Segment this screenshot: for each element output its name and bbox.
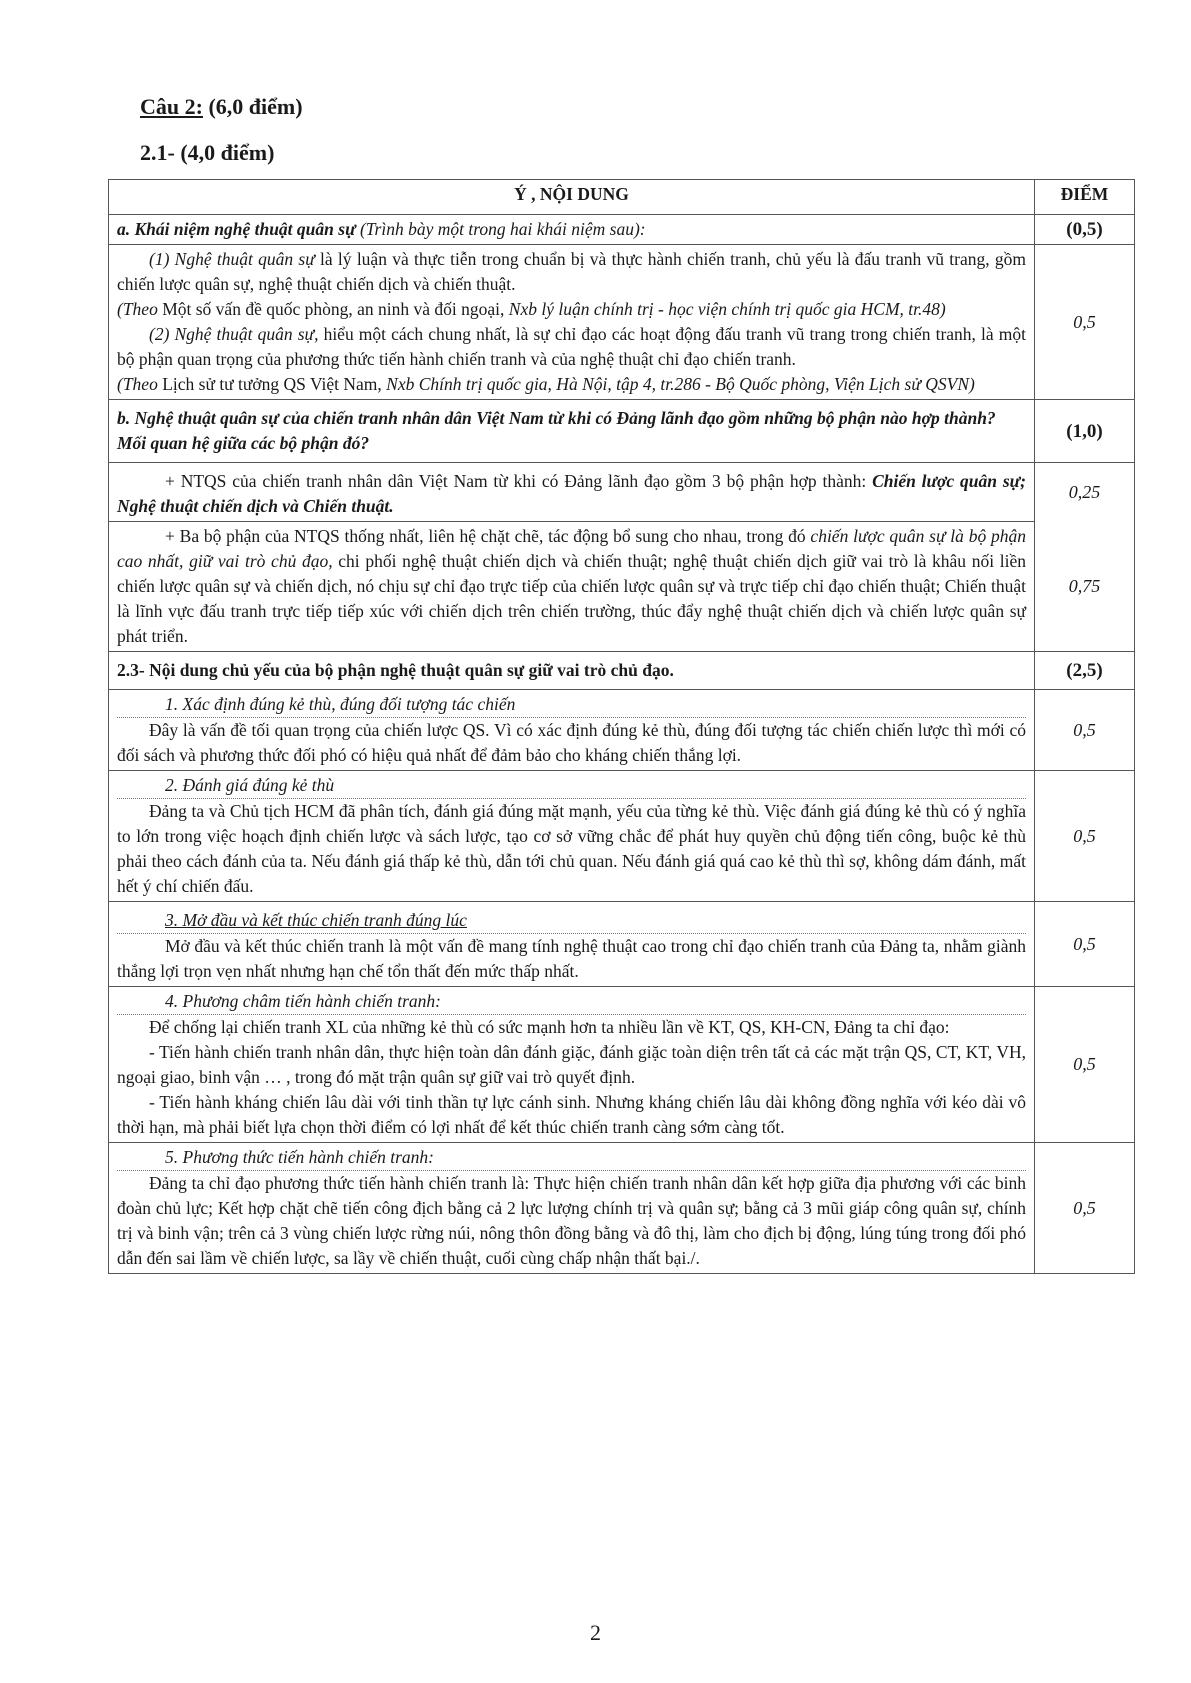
item-2-text: Đảng ta và Chủ tịch HCM đã phân tích, đánh giá đúng mặt mạnh, yếu của từng kẻ thù. Việc đánh giá đúng kẻ thù có ý nghĩa to lớn trong việc hoạch định chiến lược và sách lược, tạo cơ sở vững chắc để phát huy quyền chủ động tiến công, buộc kẻ thù phải theo cách đánh của ta. Nếu đánh giá thấp kẻ thù, dẫn tới chủ quan. Nếu đánh giá quá cao kẻ thù thì sợ, không dám đánh, mất hết ý chí chiến đấu. [117, 801, 1026, 896]
question-label: Câu 2: [140, 94, 203, 119]
item-5-score: 0,5 [1035, 1143, 1135, 1274]
item-4-row [109, 987, 1135, 1143]
question-heading [140, 94, 303, 120]
part-c-score: (2,5) [1035, 652, 1135, 690]
item-4-title: 4. Phương châm tiến hành chiến tranh: [117, 989, 1026, 1015]
item-1-score: 0,5 [1035, 690, 1135, 771]
table-header-row [109, 180, 1135, 215]
part-a-score: (0,5) [1035, 215, 1135, 245]
definition-2: (2) Nghệ thuật quân sự, hiểu một cách chung nhất, là sự chỉ đạo các hoạt động đấu tranh vũ trang trong chiến tranh, là một bộ phận quan trọng của phương thức tiến hành chiến tranh và của nghệ thuật chỉ đạo chiến tranh. [117, 324, 1026, 369]
part-b-score: (1,0) [1035, 400, 1135, 463]
part-a-content-row [109, 245, 1135, 400]
part-b-p1-score: 0,25 [1035, 463, 1135, 522]
item-4-p1: Để chống lại chiến tranh XL của những kẻ thù có sức mạnh hơn ta nhiều lần về KT, QS, KH-CN, Đảng ta chỉ đạo: [149, 1017, 950, 1037]
col-content-header: Ý , NỘI DUNG [109, 180, 1035, 215]
item-3-row [109, 902, 1135, 987]
part-b-title: b. Nghệ thuật quân sự của chiến tranh nhân dân Việt Nam từ khi có Đảng lãnh đạo gồm những bộ phận nào hợp thành? Mối quan hệ giữa các bộ phận đó? [109, 400, 1035, 463]
item-3-score: 0,5 [1035, 902, 1135, 987]
source-2: (Theo Lịch sử tư tưởng QS Việt Nam, Nxb Chính trị quốc gia, Hà Nội, tập 4, tr.286 - Bộ Quốc phòng, Viện Lịch sử QSVN) [117, 374, 975, 394]
item-2 [109, 771, 1035, 902]
item-5-text: Đảng ta chỉ đạo phương thức tiến hành chiến tranh là: Thực hiện chiến tranh nhân dân kết hợp giữa địa phương với các binh đoàn chủ lực; Kết hợp chặt chẽ tiến công địch bằng cả 2 lực lượng chính trị và quân sự; bằng cả 3 mũi giáp công quân sự, chính trị và binh vận; trên cả 3 vùng chiến lược rừng núi, nông thôn đồng bằng và đô thị, làm cho địch bị động, lúng túng trong đối phó dẫn đến sai lầm về chiến lược, sa lầy về chiến thuật, cuối cùng chấp nhận thất bại./. [117, 1173, 1026, 1268]
definition-1: (1) Nghệ thuật quân sự là lý luận và thực tiễn trong chuẩn bị và thực hành chiến tranh, chủ yếu là đấu tranh vũ trang, gồm chiến lược quân sự, nghệ thuật chiến dịch và chiến thuật. [117, 249, 1026, 294]
part-c-title-row [109, 652, 1135, 690]
item-2-row [109, 771, 1135, 902]
item-5-title: 5. Phương thức tiến hành chiến tranh: [117, 1145, 1026, 1171]
item-3-title: 3. Mở đầu và kết thúc chiến tranh đúng lúc [117, 908, 1026, 934]
source-1: (Theo Một số vấn đề quốc phòng, an ninh và đối ngoại, Nxb lý luận chính trị - học viện chính trị quốc gia HCM, tr.48) [117, 299, 946, 319]
item-5-row [109, 1143, 1135, 1274]
item-1-title: 1. Xác định đúng kẻ thù, đúng đối tượng tác chiến [117, 692, 1026, 718]
item-1-row [109, 690, 1135, 771]
part-b-p1-row [109, 463, 1135, 522]
part-c-title: 2.3- Nội dung chủ yếu của bộ phận nghệ thuật quân sự giữ vai trò chủ đạo. [109, 652, 1035, 690]
item-2-score: 0,5 [1035, 771, 1135, 902]
item-4 [109, 987, 1035, 1143]
question-points: (6,0 điểm) [208, 94, 303, 119]
part-b-title-row [109, 400, 1135, 463]
item-3-text: Mở đầu và kết thúc chiến tranh là một vấn đề mang tính nghệ thuật cao trong chỉ đạo chiến tranh của Đảng ta, nhằm giành thắng lợi trọn vẹn nhất nhưng hạn chế tổn thất đến mức thấp nhất. [117, 936, 1026, 981]
item-2-title: 2. Đánh giá đúng kẻ thù [117, 773, 1026, 799]
part-b-p1: + NTQS của chiến tranh nhân dân Việt Nam từ khi có Đảng lãnh đạo gồm 3 bộ phận hợp thành: Chiến lược quân sự; Nghệ thuật chiến dịch và Chiến thuật. [109, 463, 1035, 522]
part-a-content [109, 245, 1035, 400]
part-a-title-row [109, 215, 1135, 245]
item-1 [109, 690, 1035, 771]
item-5 [109, 1143, 1035, 1274]
part-b-p2: + Ba bộ phận của NTQS thống nhất, liên hệ chặt chẽ, tác động bổ sung cho nhau, trong đó chiến lược quân sự là bộ phận cao nhất, giữ vai trò chủ đạo, chi phối nghệ thuật chiến dịch và chiến thuật; nghệ thuật chiến dịch giữ vai trò là khâu nối liền chiến lược quân sự và chiến dịch, nó chịu sự chỉ đạo trực tiếp của chiến lược quân sự và trực tiếp chỉ đạo chiến thuật; Chiến thuật là lĩnh vực đấu tranh trực tiếp tiếp xúc với chiến dịch trên chiến trường, thúc đẩy nghệ thuật chiến dịch và chiến lược quân sự phát triển. [109, 522, 1035, 652]
part-b-p2-row [109, 522, 1135, 652]
section-heading: 2.1- (4,0 điểm) [140, 140, 275, 165]
part-a-title: a. Khái niệm nghệ thuật quân sự (Trình bày một trong hai khái niệm sau): [109, 215, 1035, 245]
answer-table [108, 179, 1135, 1274]
item-3 [109, 902, 1035, 987]
page-number: 2 [590, 1620, 601, 1645]
item-4-p2: - Tiến hành chiến tranh nhân dân, thực hiện toàn dân đánh giặc, đánh giặc toàn diện trên tất cả các mặt trận QS, CT, KT, VH, ngoại giao, binh vận … , trong đó mặt trận quân sự giữ vai trò quyết định. [117, 1042, 1026, 1087]
part-b-p2-score: 0,75 [1035, 522, 1135, 652]
item-4-score: 0,5 [1035, 987, 1135, 1143]
part-a-content-score: 0,5 [1035, 245, 1135, 400]
item-1-text: Đây là vấn đề tối quan trọng của chiến lược QS. Vì có xác định đúng kẻ thù, đúng đối tượng tác chiến chiến lược thì mới có đối sách và phương thức đối phó có hiệu quả nhất để đảm bảo cho kháng chiến thắng lợi. [117, 720, 1026, 765]
item-4-p3: - Tiến hành kháng chiến lâu dài với tinh thần tự lực cánh sinh. Nhưng kháng chiến lâu dài không đồng nghĩa với kéo dài vô thời hạn, mà phải biết lựa chọn thời điểm có lợi nhất để kết thúc chiến tranh càng sớm càng tốt. [117, 1092, 1026, 1137]
col-score-header: ĐIỂM [1035, 180, 1135, 215]
